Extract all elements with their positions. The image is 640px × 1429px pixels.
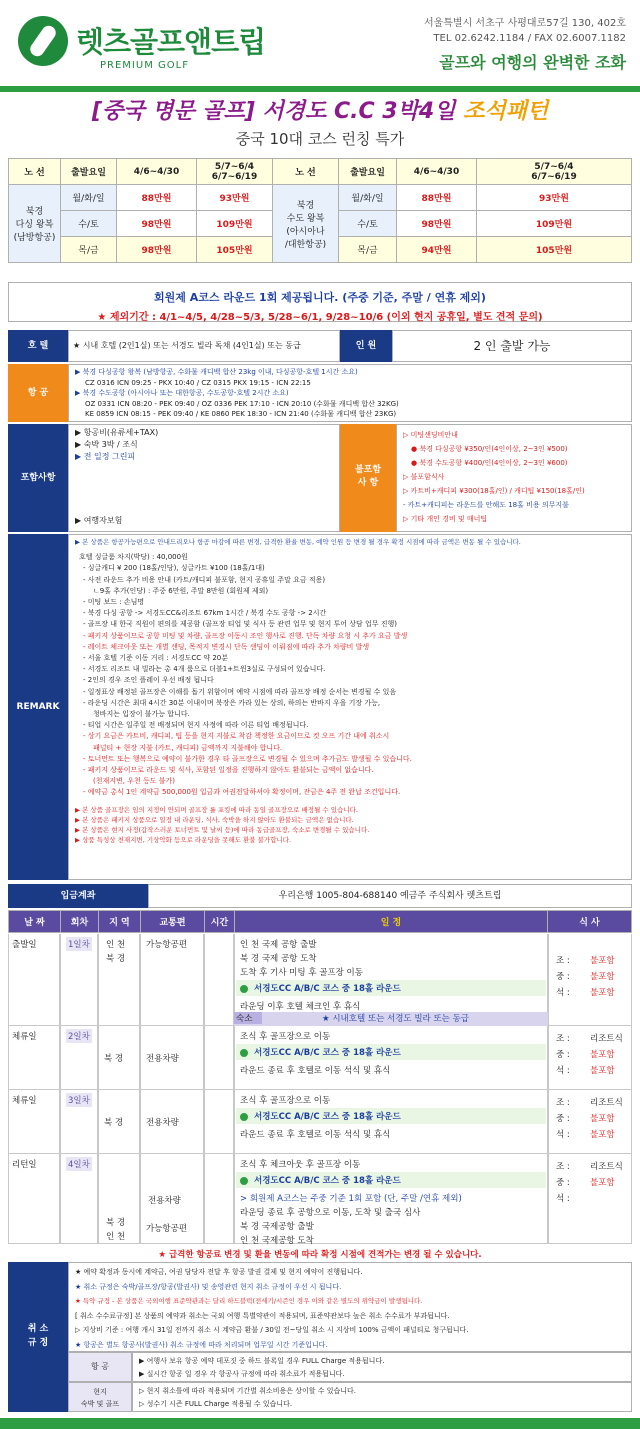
- meal-value: 불포함: [590, 1066, 615, 1076]
- sched-header: 시간: [205, 911, 235, 933]
- sched-transport: 전용차량: [148, 1196, 181, 1206]
- itinerary-line: [240, 1234, 550, 1246]
- meal-value: 불포함: [590, 1114, 615, 1124]
- sched-transport: 전용차량: [146, 1054, 179, 1064]
- meal-line: [556, 986, 630, 998]
- meal-line: [556, 1176, 630, 1188]
- remark-line: - 골프장 내 한국 직원이 편의를 제공함 (골프장 티업 및 식사 등 관련 업무 및 현지 투어 상담 업무 진행): [83, 620, 397, 629]
- header-period1b: 4/6~4/30: [397, 159, 477, 185]
- price-cell: 88만원: [397, 185, 477, 211]
- itinerary-text: 라운드 종료 후 호텔로 이동 석식 및 휴식: [240, 1130, 391, 1140]
- exclude-item: ▷ 미팅샌딩비안내: [403, 431, 458, 439]
- air-line: CZ 0316 ICN 09:25 - PKX 10:40 / CZ 0315 PKX 19:15 - ICN 22:15: [85, 378, 311, 387]
- include-item: ▶ 항공비(유류세+TAX): [75, 428, 159, 437]
- meal-line: [556, 1128, 630, 1140]
- remark-line: - 서울 호텔 기준 이동 거리 : 서경도CC 약 20분: [83, 654, 229, 663]
- itinerary-line: [240, 1094, 550, 1106]
- meal-label: 조 :: [556, 1162, 570, 1172]
- sched-region: 북 경: [104, 1054, 124, 1064]
- meal-label: 조 :: [556, 956, 570, 966]
- meal-label: 중 :: [556, 1050, 570, 1060]
- hotel-label: 호 텔: [8, 330, 68, 362]
- meal-value: 리조트식: [590, 1098, 623, 1108]
- cancel-label: 취 소 규 정: [8, 1262, 68, 1412]
- itinerary-line: [240, 952, 550, 964]
- sched-header: 회차: [61, 911, 99, 933]
- price-cell: 105만원: [477, 237, 632, 263]
- remark-bottom-line: ▶ 상품 특성상 천재지변, 기상악화 등으로 라운딩을 못해도 환불 불가합니다.: [75, 835, 292, 844]
- sched-transport: 가능항공편: [146, 1224, 188, 1234]
- itinerary-text: 조식 후 골프장으로 이동: [240, 1096, 331, 1106]
- route-daxing: 북경 다싱 왕복 (남방항공): [9, 185, 61, 263]
- course-notice: [8, 282, 632, 322]
- meal-label: 중 :: [556, 1114, 570, 1124]
- contact-info: [424, 16, 626, 46]
- sched-day-number: 2일차: [66, 1029, 92, 1043]
- meal-line: [556, 1032, 630, 1044]
- golf-round-line: [236, 1108, 546, 1124]
- meal-value: 불포함: [590, 1130, 615, 1140]
- meal-line: [556, 970, 630, 982]
- include-item: ▶ 여행자보험: [75, 516, 123, 525]
- header-period2: 5/7~6/4 6/7~6/19: [197, 159, 273, 185]
- golf-flag-icon: [240, 1049, 248, 1057]
- itinerary-line: [240, 1206, 550, 1218]
- price-cell: 88만원: [117, 185, 197, 211]
- meal-value: 불포함: [590, 956, 615, 966]
- day-cell: 월/화/일: [339, 185, 397, 211]
- notice-line1: 회원제 A코스 라운드 1회 제공됩니다. (주중 기준, 주말 / 연휴 제외): [154, 291, 486, 304]
- itinerary-text: 서경도CC A/B/C 코스 중 18홀 라운드: [254, 1112, 401, 1122]
- meal-line: [556, 1096, 630, 1108]
- exclude-item: - 카트+캐디피는 라운드를 안해도 18홀 비용 의무지불: [403, 501, 569, 509]
- sched-transport: 전용차량: [146, 1118, 179, 1128]
- remark-line: - 패키지 상품이므로 라운드 및 식사, 포함된 일정을 진행하지 않아도 환불되는 금액이 없습니다.: [83, 766, 374, 775]
- day-cell: 월/화/일: [61, 185, 117, 211]
- cancel-line: [ 취소 수수료규정] 본 상품의 예약과 취소는 국외 여행 특별약관이 적용되며, 표준약관보다 높은 취소 수수료가 부과됩니다.: [75, 1311, 450, 1320]
- remark-line: 청바지는 입장이 불가능 합니다.: [93, 710, 190, 719]
- bank-account: 우리은행 1005-804-688140 예금주 주식회사 렛츠트립: [148, 884, 632, 908]
- sched-header: 식 사: [548, 911, 632, 933]
- meal-line: [556, 1064, 630, 1076]
- header-period1: 4/6~4/30: [117, 159, 197, 185]
- price-cell: 98만원: [117, 237, 197, 263]
- sched-header: 지 역: [99, 911, 141, 933]
- cancel-local-label: 현지 숙박 및 골프: [68, 1382, 132, 1412]
- day-cell: 목/금: [339, 237, 397, 263]
- people-label: 인 원: [340, 330, 392, 362]
- itinerary-line: [240, 1220, 550, 1232]
- cancel-line: ★ 취소 규정은 숙박/골프장/항공(발권사) 및 송영관련 현지 취소 규정이 우선 시 됩니다.: [75, 1282, 342, 1291]
- include-box: [68, 424, 340, 532]
- remark-line: - 패키지 상품이므로 공항 미팅 및 차량, 골프장 이동시 조인 행사로 진행. 단독 차량 요청 시 추가 요금 발생: [83, 631, 408, 640]
- itinerary-line: [240, 1000, 550, 1012]
- header-route2: 노 선: [273, 159, 339, 185]
- footer-bar: [0, 1418, 640, 1429]
- price-cell: 98만원: [117, 211, 197, 237]
- itinerary-text: 인 천 국제 공항 출발: [240, 940, 317, 950]
- meal-label: 조 :: [556, 1034, 570, 1044]
- meal-line: [556, 1112, 630, 1124]
- itinerary-line: [240, 1158, 550, 1170]
- bank-label: 입금계좌: [8, 884, 148, 908]
- remark-label: REMARK: [8, 534, 68, 880]
- title-accent: 조석패턴: [463, 99, 549, 124]
- remark-line: - 상기 요금은 카트비, 캐디피, 팁 등을 현지 지불로 착감 책정한 요금이므로 컷 오프 기간 내에 취소시: [83, 732, 390, 741]
- header-day2: 출발요일: [339, 159, 397, 185]
- meal-value: 불포함: [590, 972, 615, 982]
- remark-bottom-line: ▶ 본 상품은 패키지 상품으로 일정 내 라운딩, 식사, 숙박을 하지 않아도 환불되는 금액은 없습니다.: [75, 815, 354, 824]
- air-line: ▶ 북경 수도공항 (아시아나 또는 대한항공, 수도공항-호텔 2시간 소요): [75, 389, 289, 397]
- cancel-air-line: ▶ 실시간 항공 일 경우 각 항공사 규정에 따라 취소료가 적용됩니다.: [139, 1370, 345, 1378]
- day-cell: 수/토: [61, 211, 117, 237]
- sched-region: 인 천: [106, 940, 126, 950]
- sched-day-number: 3일차: [66, 1093, 92, 1107]
- itinerary-text: 라운드 종료 후 호텔로 이동 석식 및 휴식: [240, 1066, 391, 1076]
- meal-line: [556, 954, 630, 966]
- meal-label: 석 :: [556, 988, 570, 998]
- header-period2b: 5/7~6/4 6/7~6/19: [477, 159, 632, 185]
- cancel-local: [132, 1382, 632, 1412]
- exclude-item: ● 북경 수도공항 ¥400/인(4인이상, 2~3인 ¥600): [411, 459, 568, 467]
- sched-cell: [204, 1090, 234, 1154]
- itinerary-text: 조식 후 체크아웃 후 골프장 이동: [240, 1160, 361, 1170]
- exclude-box: [396, 424, 632, 532]
- header-day: 출발요일: [61, 159, 117, 185]
- people-text: 2 인 출발 가능: [392, 330, 632, 362]
- sched-header: 날 짜: [9, 911, 61, 933]
- itinerary-text: 북 경 국제공항 출발: [240, 1222, 314, 1232]
- cancel-line: ★ 예약 확정과 동시에 계약금, 여권 담당자 전달 후 항공 발권 결제 및 현지 예약이 진행됩니다.: [75, 1268, 363, 1276]
- meal-label: 중 :: [556, 1178, 570, 1188]
- green-divider: [0, 86, 640, 92]
- remark-line: - 티업 시간은 일주일 전 배정되며 현지 사정에 따라 이른 티업 배정됩니다.: [83, 721, 309, 730]
- day-cell: 수/토: [339, 211, 397, 237]
- cancel-air-label: 항 공: [68, 1352, 132, 1382]
- itinerary-line: [240, 938, 550, 950]
- itinerary-line: [240, 1064, 550, 1076]
- remark-line: 패널티 + 현장 지불 (카트, 캐디피) 금액까지 지불해야 합니다.: [93, 743, 283, 752]
- title-main: 서경도 C.C 3박4일: [262, 99, 456, 124]
- exclude-label: 불포함 사 항: [340, 424, 396, 532]
- remark-line: 호텔 싱글룸 차지(박당) : 40,000원: [79, 553, 188, 562]
- golf-logo-icon: [18, 16, 68, 66]
- itinerary-text: > 회원제 A코스는 주중 기준 1회 포함 (단, 주말 /연휴 제외): [240, 1194, 462, 1204]
- cancel-air: [132, 1352, 632, 1382]
- itinerary-line: [240, 1030, 550, 1042]
- sched-region: 인 천: [106, 1232, 126, 1242]
- itinerary-text: 서경도CC A/B/C 코스 중 18홀 라운드: [254, 1176, 401, 1186]
- golf-round-line: [236, 1172, 546, 1188]
- meal-value: 불포함: [590, 1178, 615, 1188]
- meal-label: 석 :: [556, 1130, 570, 1140]
- meal-value: 불포함: [590, 988, 615, 998]
- remark-line: - 2인의 경우 조인 플레이 우선 배정 됩니다: [83, 676, 214, 685]
- meal-line: [556, 1160, 630, 1172]
- cancel-rules: [68, 1262, 632, 1352]
- golf-round-line: [236, 980, 546, 996]
- sched-header: 일 정: [235, 911, 548, 933]
- cancel-line: ★ 항공은 별도 항공사(발권사) 취소 규정에 따라 처리되며 업무일 시간 기준입니다.: [75, 1340, 328, 1349]
- golf-flag-icon: [240, 985, 248, 993]
- sched-date: 체류일: [12, 1096, 37, 1106]
- itinerary-text: 서경도CC A/B/C 코스 중 18홀 라운드: [254, 1048, 401, 1058]
- include-item: ▶ 전 일정 그린피: [75, 452, 136, 461]
- exclude-item: ▷ 기타 개인 경비 및 매너팁: [403, 515, 488, 523]
- price-table: [8, 158, 632, 263]
- sched-day-number: 4일차: [66, 1157, 92, 1171]
- meal-value: 리조트식: [590, 1162, 623, 1172]
- itinerary-text: 도착 후 기사 미팅 후 골프장 이동: [240, 968, 363, 978]
- remark-line: - 서경도 리조트 내 빌라는 총 4개 룸으로 더블1+트윈3실로 구성되어 있습니다.: [83, 665, 326, 674]
- itinerary-text: 서경도CC A/B/C 코스 중 18홀 라운드: [254, 984, 401, 994]
- route-capital: 북경 수도 왕복 (아시아나 /대한항공): [273, 185, 339, 263]
- itinerary-text: 라운딩 종료 후 공항으로 이동, 도착 및 출국 심사: [240, 1208, 421, 1218]
- itinerary-text: 라운딩 이후 호텔 체크인 후 휴식: [240, 1002, 361, 1012]
- cancel-local-line: ▷ 현지 취소틀에 따라 적용되며 기간별 취소비용은 상이할 수 있습니다.: [139, 1387, 356, 1395]
- exclude-item: ● 북경 다싱공항 ¥350/인(4인이상, 2~3인 ¥500): [411, 445, 568, 453]
- price-cell: 98만원: [397, 211, 477, 237]
- golf-round-line: [236, 1044, 546, 1060]
- air-info: [68, 364, 632, 422]
- golf-flag-icon: [240, 1113, 248, 1121]
- meal-label: 중 :: [556, 972, 570, 982]
- phone-fax: TEL 02.6242.1184 / FAX 02.6007.1182: [433, 33, 626, 44]
- meal-value: 불포함: [590, 1050, 615, 1060]
- price-cell: 105만원: [197, 237, 273, 263]
- remark-line: - 예약금 총식 1인 계약금 500,000원 입금과 여권전달하셔야 확정이며, 잔금은 4주 전 완납 조건입니다.: [83, 788, 401, 797]
- air-line: OZ 0331 ICN 08:20 - PEK 09:40 / OZ 0336 PEK 17:10 - ICN 20:10 (수화물 캐디백 합산 32KG): [85, 399, 399, 408]
- include-label: 포함사항: [8, 424, 68, 532]
- remark-bottom-line: ▶ 본 상품은 현지 사정(갑작스러운 토너먼트 및 날씨 등)에 따라 동급골프장, 숙소로 변경될 수 있습니다.: [75, 825, 370, 834]
- meal-label: 석 :: [556, 1066, 570, 1076]
- cancel-line: ★ 특약 규정 - 본 상품은 국외여행 표준약관과는 달리 하드블럭(전세기/시즌인 경우 이와 같은 별도의 위약금이 발생됩니다.: [75, 1297, 423, 1305]
- remark-line: - 싱글캐디 ¥ 200 (18홀/인당), 싱글카트 ¥100 (18홀/1대): [83, 564, 265, 573]
- price-warning: ★ 급격한 항공료 변경 및 환율 변동에 따라 확정 시점에 견적가는 변경 될 수 있습니다.: [158, 1250, 482, 1260]
- price-cell: 93만원: [197, 185, 273, 211]
- stay-label: 숙소: [234, 1012, 262, 1024]
- notice-line2: ★ 제외기간 : 4/1~4/5, 4/28~5/3, 5/28~6/1, 9/28~10/6 (이외 현지 공휴일, 별도 견적 문의): [97, 312, 543, 323]
- schedule-table: [8, 910, 632, 933]
- price-cell: 109만원: [477, 211, 632, 237]
- itinerary-line: [240, 1128, 550, 1140]
- itinerary-line: [240, 1192, 550, 1204]
- address: 서울특별시 서초구 사평대로57길 130, 402호: [423, 18, 626, 29]
- sched-region: 북 경: [106, 1218, 126, 1228]
- remark-line: - 라운딩 시간은 최대 4시간 30분 이내이며 북장은 카라 있는 상의, 하의는 반바지 우을 기장 가능,: [83, 698, 381, 707]
- remark-line: - 사전 라운드 추가 비용 안내 (카트/캐디피 불포함, 현지 공휴일 주말 요금 적용): [83, 575, 326, 584]
- air-label: 항 공: [8, 364, 68, 422]
- air-line: KE 0859 ICN 08:15 - PEK 09:40 / KE 0860 PEK 18:30 - ICN 21:40 (수화물 캐디백 합산 23KG): [85, 410, 397, 418]
- stay-text: ★ 시내호텔 또는 서경도 빌라 또는 동급: [322, 1014, 469, 1024]
- remark-line: - 일정표상 배정된 골프장은 이해를 돕기 위함이며 예약 시점에 따라 골프장 배정 순서는 변경될 수 있음: [83, 687, 397, 696]
- itinerary-text: 조식 후 골프장으로 이동: [240, 1032, 331, 1042]
- sched-header: 교통편: [141, 911, 205, 933]
- header-route: 노 선: [9, 159, 61, 185]
- remark-line: - 토너먼트 또는 행복으로 예약이 불가한 경우 타 골프장으로 변경될 수 있으며 추가금도 발생될 수 있습니다.: [83, 754, 412, 763]
- cancel-local-line: ▷ 성수기 시즌 FULL Charge 적용될 수 있습니다.: [139, 1400, 293, 1408]
- sched-cell: [204, 1154, 234, 1244]
- meal-value: 리조트식: [590, 1034, 623, 1044]
- product-title: [8, 94, 632, 125]
- product-subtitle: 중국 10대 코스 런칭 특가: [235, 130, 405, 148]
- brand-name: 렛츠골프앤트립: [76, 25, 266, 59]
- remark-box: [68, 534, 632, 880]
- sched-transport: 가능항공편: [146, 940, 188, 950]
- exclude-item: ▷ 불포함식사: [403, 473, 445, 481]
- price-cell: 93만원: [477, 185, 632, 211]
- remark-top: ▶ 본 상품은 항공가능편으로 안내드리오나 항공 마감에 따른 변경, 급격한 환율 변동, 예약 인원 등 변경 될 경우 확정 시점에 따라 금액은 변동 될 수 있습니다.: [75, 538, 521, 546]
- meal-line: [556, 1192, 630, 1204]
- remark-line: ㄴ9홀 추가(인당) : 주중 6만원, 주말 8만원 (회원제 제외): [93, 586, 269, 595]
- cancel-line: ▷ 지상비 기준 : 여행 개시 31일 전까지 취소 시 계약금 환불 / 30일 전~당일 취소 시 지상비 100% 금액이 패널티로 청구됩니다.: [75, 1326, 469, 1334]
- stay-row: [234, 1012, 548, 1026]
- sched-cell: [204, 1026, 234, 1090]
- price-cell: 94만원: [397, 237, 477, 263]
- itinerary-text: 북 경 국제 공항 도착: [240, 954, 317, 964]
- golf-flag-icon: [240, 1177, 248, 1185]
- brand-subtitle: PREMIUM GOLF: [100, 60, 189, 71]
- meal-label: 조 :: [556, 1098, 570, 1108]
- sched-region: 북 경: [106, 954, 126, 964]
- sched-region: 북 경: [104, 1118, 124, 1128]
- remark-line: - 레이트 체크아웃 또는 개별 샌딩, 목적지 변경시 단독 샌딩이 이뤄짐에 따라 추가 차량비 발생: [83, 642, 370, 651]
- remark-line: (천재지변, 우천 등도 불가): [93, 777, 175, 786]
- sched-date: 출발일: [12, 940, 37, 950]
- hotel-text: ★ 시내 호텔 (2인1실) 또는 서경도 빌라 독채 (4인1실) 또는 동급: [68, 330, 340, 362]
- sched-date: 체류일: [12, 1032, 37, 1042]
- itinerary-line: [240, 966, 550, 978]
- remark-bottom-line: ▶ 본 상품 골프장은 임의 지정이 안되며 골프장 롤 포킹에 따라 동일 골프장으로 배정될 수 있습니다.: [75, 805, 358, 814]
- sched-date: 리턴일: [12, 1160, 37, 1170]
- cancel-air-line: ▶ 여행사 보유 항공 예약 데포짓 중 하드 블록일 경우 FULL Charge 적용됩니다.: [139, 1357, 385, 1365]
- meal-label: 석 :: [556, 1194, 570, 1204]
- slogan: 골프와 여행의 완벽한 조화: [439, 53, 626, 72]
- meal-line: [556, 1048, 630, 1060]
- itinerary-text: 인 천 국제공항 도착: [240, 1236, 314, 1246]
- title-prefix: [중국 명문 골프]: [91, 99, 255, 124]
- sched-day-number: 1일차: [66, 937, 92, 951]
- remark-line: - 북경 다싱 공항 -> 서경도CC&리조트 67km 1시간 / 북경 수도 공항 -> 2시간: [83, 609, 327, 618]
- include-item: ▶ 숙박 3박 / 조식: [75, 440, 138, 449]
- sched-cell: [204, 934, 234, 1026]
- exclude-item: ▷ 카트비+캐디피 ¥300(18홀/인) / 캐디팁 ¥150(18홀/인): [403, 487, 585, 495]
- remark-line: - 미팅 보드 : 손님명: [83, 598, 145, 607]
- price-cell: 109만원: [197, 211, 273, 237]
- air-line: ▶ 북경 다싱공항 왕복 (남방항공, 수화물 캐디백 합산 23kg 이내, 다싱공항-호텔 1시간 소요): [75, 368, 358, 376]
- day-cell: 목/금: [61, 237, 117, 263]
